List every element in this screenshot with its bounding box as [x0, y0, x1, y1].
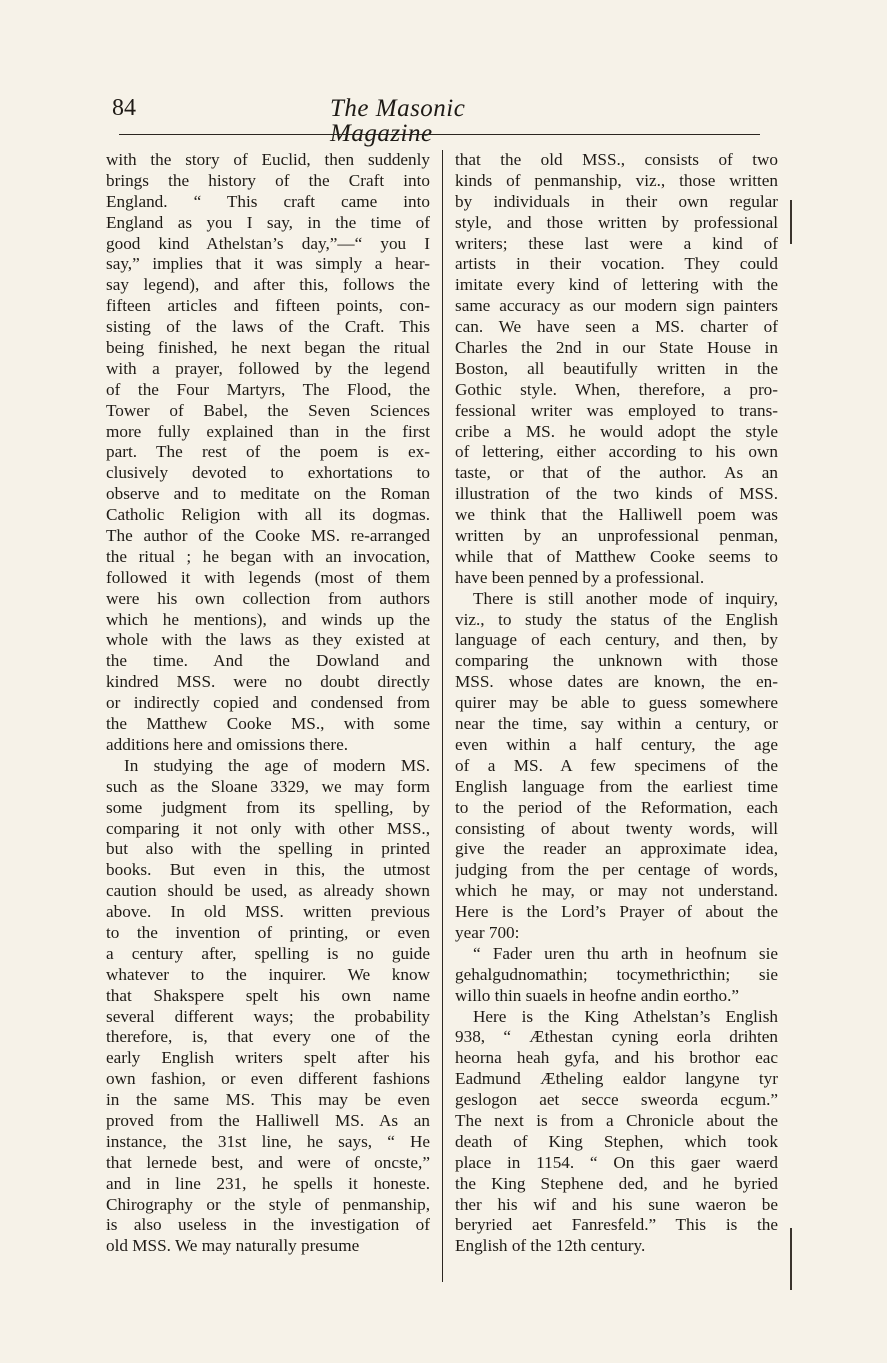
text-line: whatever to the inquirer. We know [106, 964, 430, 984]
text-line: the ritual ; he began with an invocation, [106, 546, 430, 566]
text-line: Chirography or the style of penmanship, [106, 1194, 430, 1214]
text-line: fessional writer was employed to trans- [455, 400, 778, 420]
text-line: the time. And the Dowland and [106, 651, 430, 671]
text-line: is also useless in the investigation of [106, 1215, 430, 1235]
text-line: MSS. whose dates are known, the en- [455, 672, 778, 692]
text-line: part. The rest of the poem is ex- [106, 442, 430, 462]
text-line: fifteen articles and fifteen points, con- [106, 296, 430, 316]
text-line: same accuracy as our modern sign painters [455, 296, 778, 316]
running-title: The Masonic Magazine [330, 95, 466, 147]
text-line: of the Four Martyrs, The Flood, the [106, 379, 430, 399]
header-rule [119, 134, 760, 135]
text-line: or indirectly copied and condensed from [106, 693, 430, 713]
text-line: beryried aet Fanresfeld.” This is the [455, 1215, 778, 1235]
text-line: writers; these last were a kind of [455, 233, 778, 253]
text-line: that the old MSS., consists of two [455, 150, 778, 169]
text-line: whole with the laws as they existed at [106, 630, 430, 650]
text-line: being finished, he next began the ritual [106, 338, 430, 358]
text-line: caution should be used, as already shown [106, 881, 430, 901]
text-line: The author of the Cooke MS. re-arranged [106, 526, 430, 546]
text-line: to the period of the Reformation, each [455, 797, 778, 817]
text-line: say legend), and after this, follows the [106, 275, 430, 295]
text-line: kindred MSS. were no doubt directly [106, 672, 430, 692]
text-line: several different ways; the probability [106, 1006, 430, 1026]
text-line: willo thin suaels in heofne andin eortho.” [455, 985, 740, 1005]
text-line: but also with the spelling in printed [106, 839, 430, 859]
text-line: early English writers spelt after his [106, 1048, 430, 1068]
text-line: with a prayer, followed by the legend [106, 358, 430, 378]
page-number: 84 [112, 95, 136, 121]
text-line: of a MS. A few specimens of the [455, 755, 778, 775]
text-line: gehalgudnomathin; tocymethricthin; sie [455, 964, 778, 984]
text-line: ther his wif and his sune waeron be [455, 1194, 778, 1214]
text-line: by individuals in their own regular [455, 191, 778, 211]
text-line: There is still another mode of inquiry, [473, 588, 778, 608]
text-line: Here is the King Athelstan’s English [473, 1006, 778, 1026]
text-line: comparing the unknown with those [455, 651, 778, 671]
text-line: were his own collection from authors [106, 588, 430, 608]
text-line: while that of Matthew Cooke seems to [455, 546, 778, 566]
text-line: above. In old MSS. written previous [106, 902, 430, 922]
text-line: English language from the earliest time [455, 776, 778, 796]
text-line: say,” implies that it was simply a hear- [106, 254, 430, 274]
text-line: such as the Sloane 3329, we may form [106, 776, 430, 796]
text-line: death of King Stephen, which took [455, 1131, 778, 1151]
text-line: of lettering, either according to his own [455, 442, 778, 462]
text-line: even within a half century, the age [455, 734, 778, 754]
text-line: place in 1154. “ On this gaer waerd [455, 1152, 778, 1172]
column-divider [442, 150, 443, 1282]
text-line: Tower of Babel, the Seven Sciences [106, 400, 430, 420]
text-line: we think that the Halliwell poem was [455, 505, 778, 525]
text-line: the King Stephene ded, and he byried [455, 1173, 778, 1193]
text-line: cribe a MS. he would adopt the style [455, 421, 778, 441]
text-line: geslogon aet secce sweorda ecgum.” [455, 1090, 778, 1110]
margin-mark [790, 200, 792, 244]
right-column [455, 150, 778, 1282]
text-line: more fully explained than in the first [106, 421, 430, 441]
text-line: with the story of Euclid, then suddenly [106, 150, 430, 169]
text-line: that lernede best, and were of oncste,” [106, 1152, 430, 1172]
text-line: and in line 231, he spells it honeste. [106, 1173, 430, 1193]
text-line: judging from the per centage of words, [455, 860, 778, 880]
text-line: written by an unprofessional penman, [455, 526, 778, 546]
text-line: consisting of about twenty words, will [455, 818, 778, 838]
text-line: observe and to meditate on the Roman [106, 484, 430, 504]
text-line: illustration of the two kinds of MSS. [455, 484, 778, 504]
text-line: good kind Athelstan’s day,”—“ you I [106, 233, 430, 253]
text-line: Gothic style. When, therefore, a pro- [455, 379, 778, 399]
text-line: proved from the Halliwell MS. As an [106, 1110, 430, 1130]
text-line: give the reader an approximate idea, [455, 839, 778, 859]
text-line: which he may, or may not understand. [455, 881, 778, 901]
text-line: the Matthew Cooke MS., with some [106, 714, 430, 734]
text-line: language of each century, and then, by [455, 630, 778, 650]
text-line: which he mentions), and winds up the [106, 609, 430, 629]
text-line: clusively devoted to exhortations to [106, 463, 430, 483]
text-line: followed it with legends (most of them [106, 567, 430, 587]
text-line: imitate every kind of lettering with the [455, 275, 778, 295]
text-line: viz., to study the status of the English [455, 609, 778, 629]
text-line: year 700: [455, 922, 520, 942]
text-line: quirer may be able to guess somewhere [455, 693, 778, 713]
text-line: artists in their vocation. They could [455, 254, 778, 274]
text-line: near the time, say within a century, or [455, 714, 778, 734]
text-line: that Shakspere spelt his own name [106, 985, 430, 1005]
text-line: Here is the Lord’s Prayer of about the [455, 902, 778, 922]
text-line: to the invention of printing, or even [106, 922, 430, 942]
text-line: additions here and omissions there. [106, 734, 349, 754]
text-line: own fashion, or even different fashions [106, 1069, 430, 1089]
text-line: style, and those written by professional [455, 212, 778, 232]
text-line: In studying the age of modern MS. [124, 755, 430, 775]
text-line: kinds of penmanship, viz., those written [455, 170, 778, 190]
margin-mark [790, 1228, 792, 1290]
text-line: 938, “ Æthestan cyning eorla drihten [455, 1027, 778, 1047]
text-line: Boston, all beautifully written in the [455, 358, 778, 378]
text-line: The next is from a Chronicle about the [455, 1110, 778, 1130]
text-line: can. We have seen a MS. charter of [455, 317, 778, 337]
left-column [106, 150, 430, 1282]
text-line: Charles the 2nd in our State House in [455, 338, 778, 358]
text-line: Catholic Religion with all its dogmas. [106, 505, 430, 525]
text-line: books. But even in this, the utmost [106, 860, 430, 880]
text-line: taste, or that of the author. As an [455, 463, 778, 483]
text-line: sisting of the laws of the Craft. This [106, 317, 430, 337]
text-line: heorna heah gyfa, and his brothor eac [455, 1048, 778, 1068]
text-line: English of the 12th century. [455, 1236, 646, 1256]
text-line: Eadmund Ætheling ealdor langyne tyr [455, 1069, 778, 1089]
page-header [0, 0, 887, 147]
text-line: a century after, spelling is no guide [106, 943, 430, 963]
text-line: instance, the 31st line, he says, “ He [106, 1131, 430, 1151]
text-line: England as you I say, in the time of [106, 212, 430, 232]
text-line: in the same MS. This may be even [106, 1090, 430, 1110]
text-line: “ Fader uren thu arth in heofnum sie [473, 943, 778, 963]
text-line: England. “ This craft came into [106, 191, 430, 211]
text-line: old MSS. We may naturally presume [106, 1236, 360, 1256]
text-line: therefore, is, that every one of the [106, 1027, 430, 1047]
text-line: brings the history of the Craft into [106, 170, 430, 190]
text-line: some judgment from its spelling, by [106, 797, 430, 817]
text-line: comparing it not only with other MSS., [106, 818, 430, 838]
text-line: have been penned by a professional. [455, 567, 705, 587]
